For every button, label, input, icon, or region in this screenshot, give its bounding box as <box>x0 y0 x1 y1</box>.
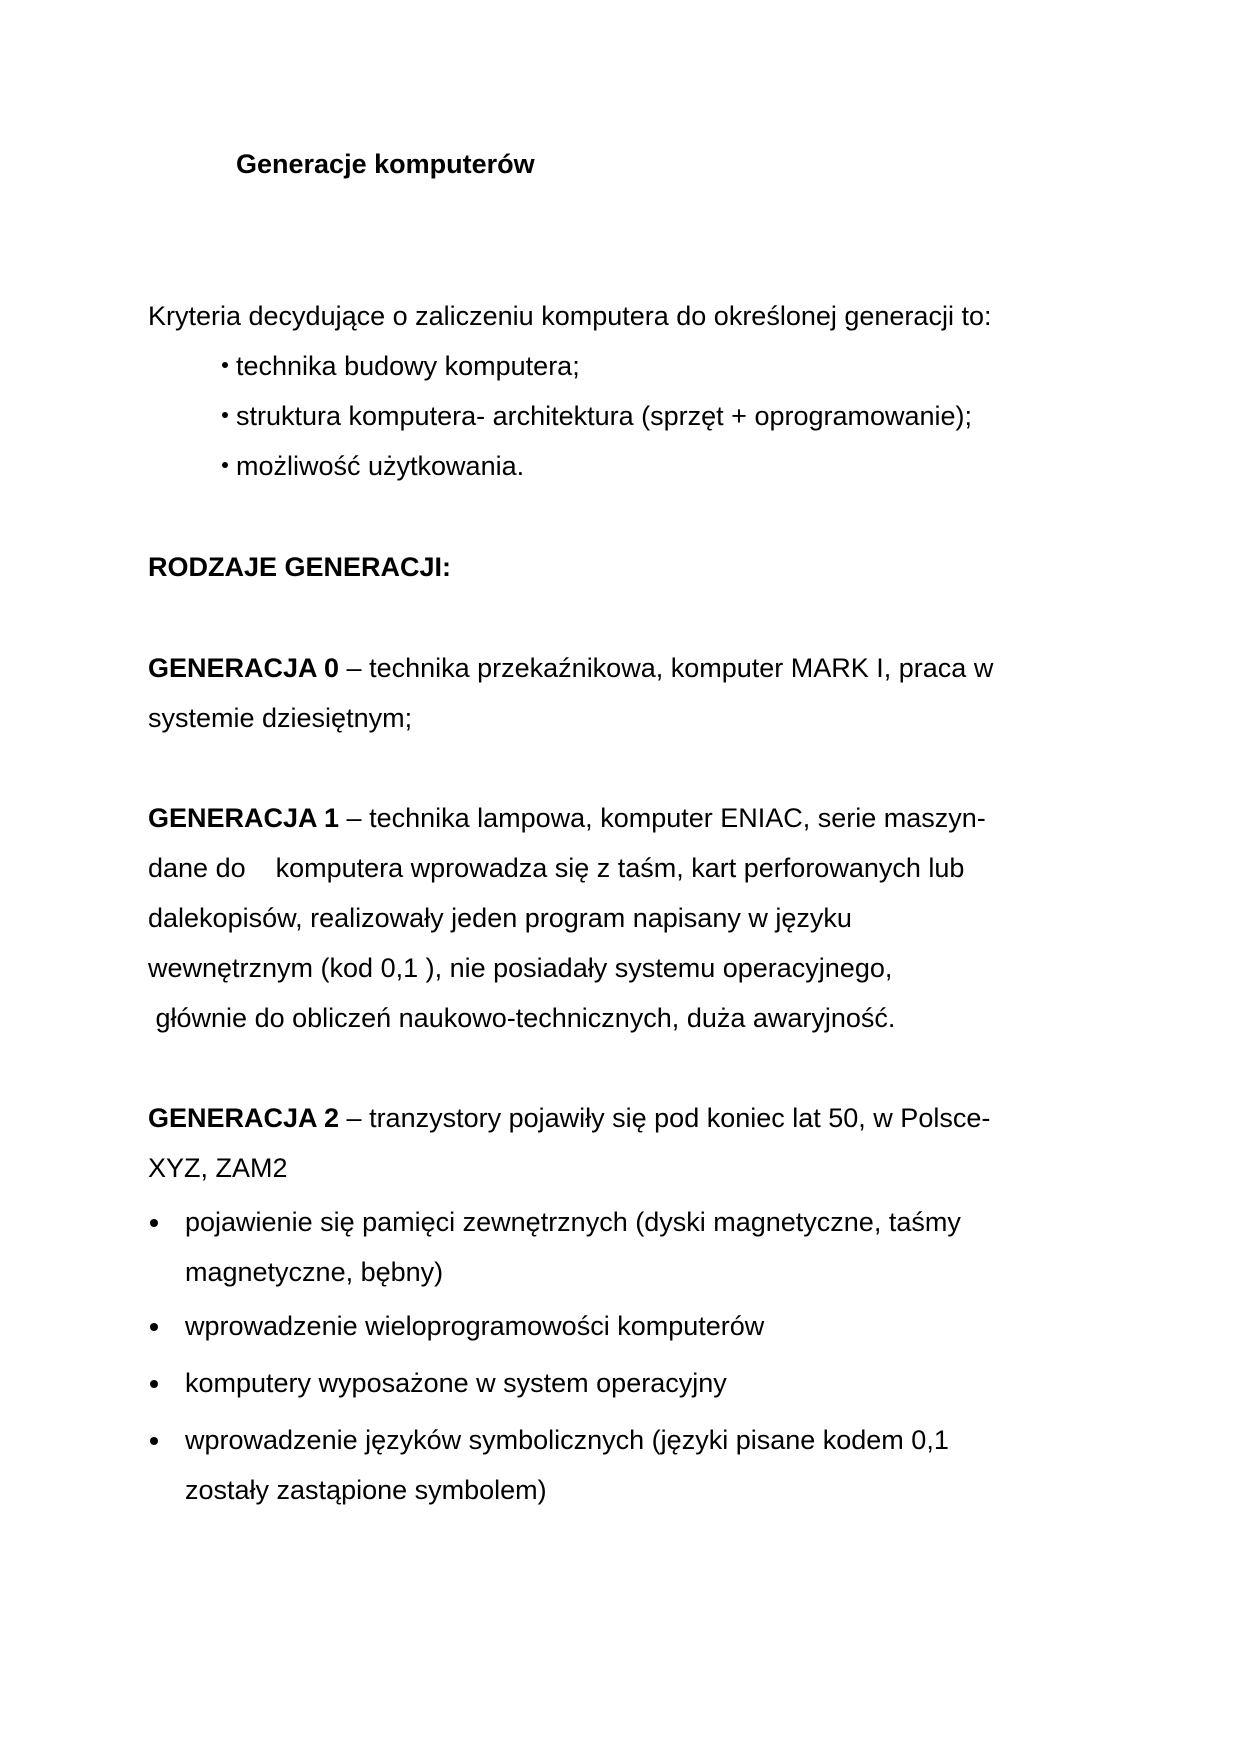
page-title: Generacje komputerów <box>236 149 535 179</box>
gen2-line <box>148 1101 990 1135</box>
bullet-icon <box>150 1323 158 1331</box>
criteria-item-text: technika budowy komputera; <box>236 351 580 381</box>
gen2-bullet-text: zostały zastąpione symbolem) <box>185 1475 547 1505</box>
gen2-text: – tranzystory pojawiły się pod koniec lat 50, w Polsce- <box>339 1103 991 1133</box>
gen0-text: – technika przekaźnikowa, komputer MARK I, praca w <box>339 653 994 683</box>
gen2-bullet-text: komputery wyposażone w system operacyjny <box>185 1368 727 1398</box>
bullet-icon <box>222 412 228 418</box>
gen1-line: wewnętrznym (kod 0,1 ), nie posiadały systemu operacyjnego, <box>148 953 893 983</box>
bullet-icon <box>150 1380 158 1388</box>
gen1-label: GENERACJA 1 <box>148 803 340 833</box>
gen0-line: systemie dziesiętnym; <box>148 703 413 733</box>
criteria-item <box>222 349 580 383</box>
gen2-line: XYZ, ZAM2 <box>148 1153 288 1183</box>
bullet-icon <box>150 1219 158 1227</box>
bullet-icon <box>222 362 228 368</box>
gen2-bullet-text: wprowadzenie wieloprogramowości komputerów <box>185 1311 765 1341</box>
section-heading: RODZAJE GENERACJI: <box>148 552 452 582</box>
gen1-line: dane do komputera wprowadza się z taśm, kart perforowanych lub <box>148 853 965 883</box>
gen2-bullet-text: wprowadzenie języków symbolicznych (języki pisane kodem 0,1 <box>185 1425 949 1455</box>
gen2-bullet-text: magnetyczne, bębny) <box>185 1257 444 1287</box>
gen0-line <box>148 651 993 685</box>
gen2-bullet-text: pojawienie się pamięci zewnętrznych (dyski magnetyczne, taśmy <box>185 1207 961 1237</box>
gen0-label: GENERACJA 0 <box>148 653 340 683</box>
gen2-label: GENERACJA 2 <box>148 1103 340 1133</box>
bullet-icon <box>222 462 228 468</box>
intro-text: Kryteria decydujące o zaliczeniu komputera do określonej generacji to: <box>148 301 992 331</box>
criteria-item-text: struktura komputera- architektura (sprzęt + oprogramowanie); <box>236 401 973 431</box>
bullet-icon <box>150 1437 158 1445</box>
gen1-line: dalekopisów, realizowały jeden program napisany w języku <box>148 903 852 933</box>
gen1-line: głównie do obliczeń naukowo-technicznych, duża awaryjność. <box>148 1003 896 1033</box>
criteria-item-text: możliwość użytkowania. <box>236 451 525 481</box>
criteria-item <box>222 399 972 433</box>
gen1-line <box>148 801 986 835</box>
gen1-text: – technika lampowa, komputer ENIAC, serie maszyn- <box>339 803 986 833</box>
criteria-item <box>222 449 524 483</box>
